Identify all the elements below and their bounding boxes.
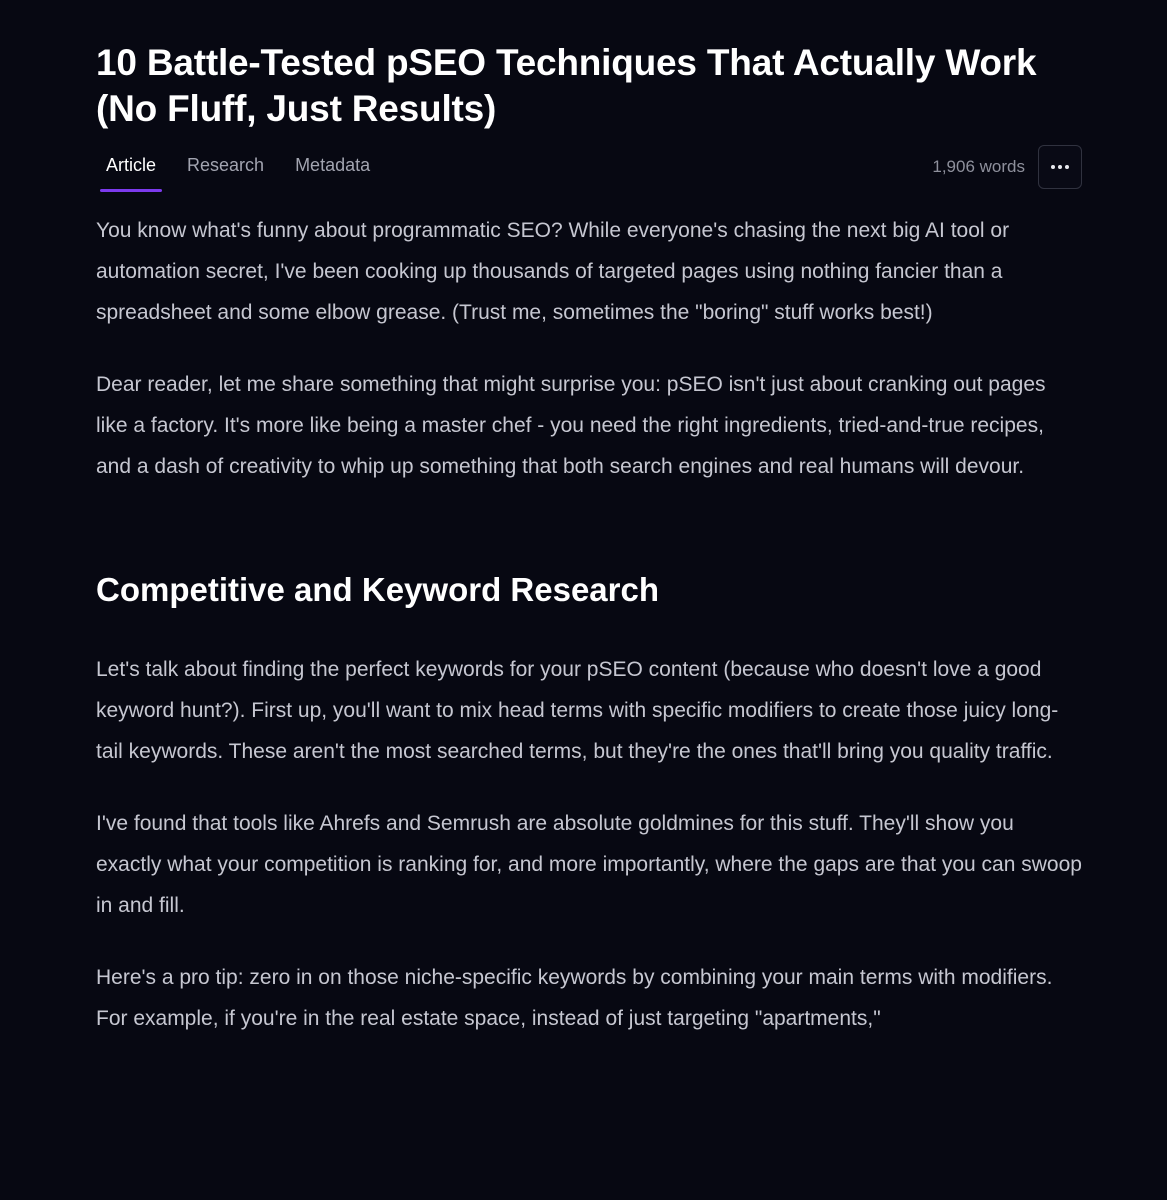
tab-metadata[interactable]: Metadata — [295, 155, 371, 175]
section-paragraph: Let's talk about finding the perfect keywords for your pSEO content (because who doesn't love a good keyword hunt?). First up, you'll want to mix head terms with specific modifiers to create those juicy long-tail keywords. These aren't the most searched terms, but they're the ones that'll bring you quality traffic. — [96, 658, 1059, 763]
ellipsis-icon — [1051, 165, 1069, 169]
intro-paragraph: You know what's funny about programmatic SEO? While everyone's chasing the next big AI tool or automation secret, I've been cooking up thousands of targeted pages using nothing fancier than a spreadsheet and some elbow grease. (Trust me, sometimes the "boring" stuff works best!) — [96, 219, 1010, 324]
intro-paragraph: Dear reader, let me share something that might surprise you: pSEO isn't just about cranking out pages like a factory. It's more like being a master chef - you need the right ingredients, tried-and-true recipes, and a dash of creativity to whip up something that both search engines and real humans will devour. — [96, 373, 1046, 478]
section-paragraph: Here's a pro tip: zero in on those niche-specific keywords by combining your main terms with modifiers. For example, if you're in the real estate space, instead of just targeting "apartments," — [96, 966, 1053, 1030]
section-paragraph: I've found that tools like Ahrefs and Semrush are absolute goldmines for this stuff. They'll show you exactly what your competition is ranking for, and more importantly, where the gaps are that you can swoop in and fill. — [96, 812, 1082, 917]
more-options-button[interactable] — [1038, 145, 1082, 189]
article-content — [96, 40, 1082, 1070]
article-tabbar — [96, 148, 1082, 208]
article-body — [96, 210, 1082, 1039]
tab-article[interactable]: Article — [100, 148, 162, 192]
section-heading: Competitive and Keyword Research — [96, 571, 659, 608]
article-title: 10 Battle-Tested pSEO Techniques That Actually Work (No Fluff, Just Results) — [96, 42, 1037, 129]
tab-research[interactable]: Research — [187, 155, 265, 175]
word-count: 1,906 words — [932, 157, 1025, 176]
tab-list — [100, 148, 395, 192]
